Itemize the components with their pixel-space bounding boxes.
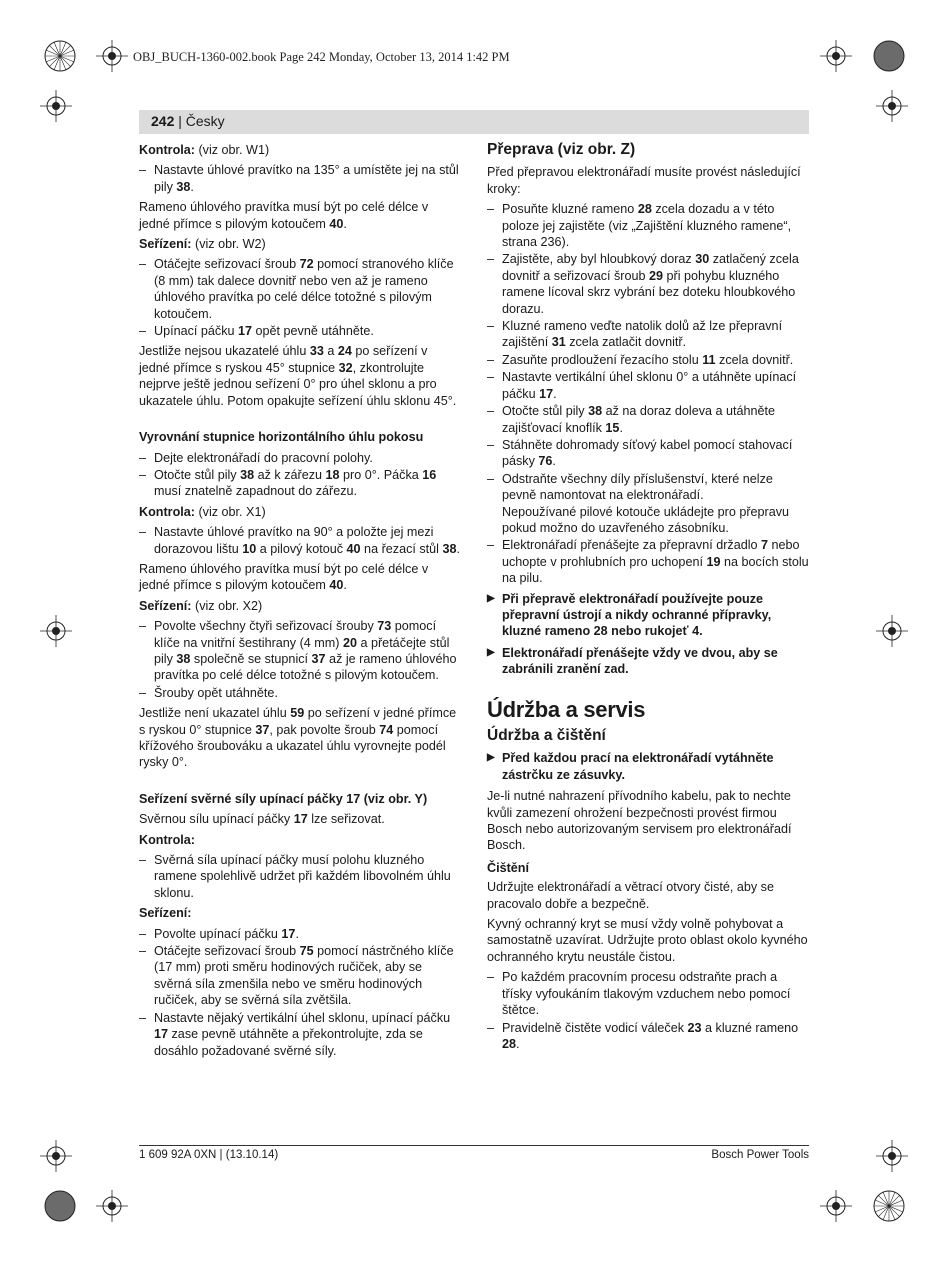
reference-number: 40	[346, 541, 361, 556]
reference-number: 17	[539, 386, 554, 401]
paragraph: Je-li nutné nahrazení přívodního kabelu, pak to nechte kvůli zamezení ohrožení bezpečnosti provést firmou Bosch nebo autorizovaným servisem pro elektronářadí Bosch.	[487, 789, 792, 853]
text-run: Šrouby opět utáhněte.	[154, 685, 278, 700]
text-run: pomocí stranového klíče (8 mm) tak dalece dovnitř nebo ven až je rameno úhlového pravítka po celé délce totožné s pilovým kotoučem.	[154, 257, 454, 321]
reference-number: 17	[293, 812, 308, 827]
crosshair-top-right-b	[876, 90, 908, 122]
footer-rule	[139, 1145, 809, 1146]
reference-number: 28	[637, 202, 652, 217]
list-item	[487, 471, 809, 537]
text-run: Otočte stůl pily	[502, 404, 589, 419]
reference-number: 24	[337, 344, 352, 359]
text-run: až na doraz doleva a utáhněte zajišťovací knoflík	[502, 404, 776, 435]
list-item	[139, 926, 461, 942]
text-run: Nastavte úhlové pravítko na 135° a umístěte jej na stůl pily	[154, 163, 459, 194]
list-item	[487, 403, 809, 436]
list	[487, 201, 809, 586]
text-run: po seřízení v jedné přímce s ryskou 45° stupnice	[139, 344, 428, 375]
paragraph: Udržujte elektronářadí a větrací otvory čisté, aby se pracovalo dobře a bezpečně.	[487, 880, 774, 911]
registration-mark-top-right	[873, 40, 905, 72]
list	[139, 618, 461, 701]
page-header	[151, 113, 225, 129]
text-run: Jestliže není ukazatel úhlu	[139, 706, 291, 721]
header-separator: |	[174, 113, 186, 129]
warning-triangle-icon	[487, 591, 495, 607]
warning-note: ▶ Elektronářadí přenášejte vždy ve dvou, aby se zabránili zranění zad.	[487, 645, 809, 678]
list-item	[487, 969, 809, 1018]
serizeni-x2: Seřízení: (viz obr. X2)	[139, 598, 263, 613]
reference-number: 38	[176, 179, 191, 194]
text-run: Svěrnou sílu upínací páčky	[139, 812, 294, 827]
kontrola-x1: Kontrola: (viz obr. X1)	[139, 504, 266, 519]
left-column	[139, 142, 461, 1063]
header-language: Česky	[185, 113, 225, 129]
text-run: zcela zatlačit dovnitř.	[565, 335, 687, 350]
list-item	[139, 162, 461, 195]
list-item	[139, 685, 461, 701]
list-item	[139, 852, 461, 901]
text-run: Pravidelně čistěte vodicí váleček	[502, 1020, 688, 1035]
crosshair-top-right-a	[820, 40, 852, 72]
list	[139, 450, 461, 500]
reference-number: 16	[422, 467, 437, 482]
reference-number: 72	[299, 257, 314, 272]
text-run: .	[190, 179, 194, 194]
reference-number: 31	[551, 335, 566, 350]
paragraph: Před přepravou elektronářadí musíte provést následující kroky:	[487, 165, 801, 196]
list-item	[487, 437, 809, 470]
text-run: zcela dozadu a v této poloze jej zajistěte (viz „Zajištění kluzného ramene“, strana 236).	[502, 202, 792, 250]
list	[139, 524, 461, 557]
crosshair-mid-right	[876, 615, 908, 647]
text-run: Zajistěte, aby byl hloubkový doraz	[502, 252, 696, 267]
reference-number: 19	[706, 554, 721, 569]
reference-number: 33	[309, 344, 324, 359]
reference-number: 17	[154, 1027, 169, 1042]
paragraph	[139, 811, 461, 827]
reference-number: 30	[695, 252, 710, 267]
list-item	[487, 1020, 809, 1053]
reference-number: 38	[588, 404, 603, 419]
reference-number: 7	[761, 538, 769, 553]
list	[487, 969, 809, 1052]
print-slug: OBJ_BUCH-1360-002.book Page 242 Monday, October 13, 2014 1:42 PM	[133, 50, 510, 64]
text-run: .	[343, 216, 347, 231]
list	[139, 926, 461, 1059]
text-run: .	[456, 541, 460, 556]
list-item	[487, 369, 809, 402]
text-run: při pohybu kluzného ramene lícoval skrz vybrání bez doteku hloubkového dorazu.	[502, 268, 796, 316]
paragraph	[139, 199, 461, 232]
crosshair-mid-left	[40, 615, 72, 647]
page-header-bar	[139, 110, 809, 134]
reference-number: 73	[377, 619, 392, 634]
list	[139, 256, 461, 339]
text-run: nebo uchopte v prohlubních pro uchopení	[502, 538, 800, 569]
text-run: a kluzné rameno	[701, 1020, 799, 1035]
text-run: pomocí křížového šroubováku a ukazatel úhlu vyrovnejte podél rysky 0°.	[139, 722, 446, 770]
reference-number: 17	[281, 926, 296, 941]
text-run: .	[619, 420, 623, 435]
text-run: opět pevně utáhněte.	[252, 324, 374, 339]
text-run: Nastavte úhlové pravítko na 90° a položte jej mezi dorazovou lištu	[154, 525, 434, 556]
text-run: Posuňte kluzné rameno	[502, 202, 638, 217]
text-run: až je rameno úhlového pravítka po celé délce totožné s pilovým kotoučem.	[154, 651, 457, 683]
crosshair-top-left-b	[40, 90, 72, 122]
list-item	[139, 524, 461, 557]
text-run: Po každém pracovním procesu odstraňte prach a třísky vyfoukáním tlakovým vzduchem nebo pomocí štětce.	[502, 970, 791, 1018]
text-run: .	[516, 1036, 520, 1051]
text-run: Otáčejte seřizovací šroub	[154, 257, 300, 272]
reference-number: 17	[238, 324, 253, 339]
reference-number: 74	[379, 722, 394, 737]
text-run: Nastavte vertikální úhel sklonu 0° a utáhněte upínací páčku	[502, 370, 797, 401]
text-run: .	[343, 578, 347, 593]
list-item	[139, 256, 461, 322]
text-run: pomocí nástrčného klíče (17 mm) proti směru hodinových ručiček, aby se svěrná síla zmenšila nebo ve směru hodinových ručiček, aby se svěrná síla zvětšila.	[154, 944, 454, 1008]
text-run: Rameno úhlového pravítka musí být po celé délce v jedné přímce s pilovým kotoučem	[139, 200, 429, 231]
text-run: Svěrná síla upínací páčky musí polohu kluzného ramene spolehlivě udržet při každém libovolném úhlu sklonu.	[154, 853, 451, 900]
reference-number: 37	[255, 722, 270, 737]
reference-number: 15	[605, 420, 620, 435]
reference-number: 29	[649, 268, 664, 283]
list-item	[487, 251, 809, 317]
section-heading: Přeprava (viz obr. Z)	[487, 141, 636, 158]
section-heading: Údržba a čištění	[487, 727, 606, 744]
crosshair-top-left-a	[96, 40, 128, 72]
subsection-heading: Čištění	[487, 860, 529, 875]
list-item	[487, 537, 809, 586]
section-heading: Vyrovnání stupnice horizontálního úhlu pokosu	[139, 430, 424, 445]
footer-brand: Bosch Power Tools	[711, 1149, 809, 1161]
kontrola-w1: Kontrola: (viz obr. W1)	[139, 143, 270, 157]
text-run: Otočte stůl pily	[154, 467, 241, 482]
reference-number: 38	[240, 467, 255, 482]
reference-number: 23	[687, 1020, 702, 1035]
reference-number: 20	[342, 635, 357, 650]
warning-note: ▶ Před každou prací na elektronářadí vytáhněte zástrčku ze zásuvky.	[487, 750, 809, 783]
text-run: zatlačený zcela dovnitř a seřizovací šroub	[502, 252, 799, 283]
text-run: Jestliže nejsou ukazatelé úhlu	[139, 344, 310, 359]
list-item	[139, 467, 461, 500]
paragraph	[139, 561, 461, 594]
reference-number: 32	[338, 360, 353, 375]
warning-triangle-icon	[487, 645, 495, 661]
serizeni-w2: Seřízení: (viz obr. W2)	[139, 237, 266, 252]
text-run: společně se stupnicí	[190, 651, 312, 666]
text-run: Upínací páčku	[154, 324, 239, 339]
warning-triangle-icon	[487, 750, 495, 766]
serizeni-label: Seřízení:	[139, 906, 192, 921]
text-run: Stáhněte dohromady síťový kabel pomocí stahovací pásky	[502, 437, 793, 469]
text-run: Rameno úhlového pravítka musí být po celé délce v jedné přímce s pilovým kotoučem	[139, 561, 429, 593]
text-run: .	[553, 386, 557, 401]
chapter-heading: Údržba a servis	[487, 696, 646, 722]
text-run: , pak povolte šroub	[269, 722, 380, 737]
reference-number: 76	[538, 454, 553, 469]
text-run: pomocí klíče na vnitřní šestihrany (4 mm)	[154, 619, 437, 650]
text-run: Zasuňte prodloužení řezacího stolu	[502, 352, 703, 367]
text-run: musí znatelně zapadnout do zářezu.	[154, 484, 358, 499]
reference-number: 40	[329, 216, 344, 231]
text-run: Nastavte nějaký vertikální úhel sklonu, upínací páčku	[154, 1010, 451, 1025]
text-run: pro 0°. Páčka	[339, 467, 423, 482]
text-run: a pilový kotouč	[256, 541, 347, 556]
text-run: .	[552, 454, 556, 469]
reference-number: 38	[442, 541, 457, 556]
footer-doc-id: 1 609 92A 0XN | (13.10.14)	[139, 1149, 279, 1161]
text-run: Kluzné rameno veďte natolik dolů až lze přepravní zajištění	[502, 319, 783, 350]
list	[139, 162, 461, 195]
list-item	[139, 323, 461, 339]
text-run: a přetáčejte stůl pily	[154, 635, 450, 666]
reference-number: 40	[329, 578, 344, 593]
warning-note: ▶ Při přepravě elektronářadí používejte pouze přepravní ústrojí a nikdy ochranné přípravky, kluzné rameno 28 nebo rukojeť 4.	[487, 591, 809, 640]
paragraph	[139, 343, 461, 409]
reference-number: 28	[502, 1036, 517, 1051]
crosshair-bottom-right-a	[876, 1140, 908, 1172]
registration-mark-bottom-left	[44, 1190, 76, 1222]
text-run: Elektronářadí přenášejte za přepravní držadlo	[502, 538, 762, 553]
crosshair-bottom-left-b	[96, 1190, 128, 1222]
list-item	[139, 450, 461, 466]
list-item	[487, 352, 809, 368]
text-run: Povolte upínací páčku	[154, 926, 282, 941]
registration-mark-top-left	[44, 40, 76, 72]
text-run: na bocích stolu na pilu.	[502, 554, 809, 586]
reference-number: 11	[702, 352, 716, 367]
reference-number: 75	[299, 944, 314, 959]
text-run: a	[323, 344, 338, 359]
list-item	[487, 201, 809, 250]
list-item	[139, 618, 461, 684]
registration-mark-bottom-right	[873, 1190, 905, 1222]
list-item	[487, 318, 809, 351]
crosshair-bottom-right-b	[820, 1190, 852, 1222]
right-column	[487, 142, 809, 1056]
text-run: zcela dovnitř.	[715, 352, 794, 367]
text-run: Dejte elektronářadí do pracovní polohy.	[154, 450, 373, 465]
section-heading: Seřízení svěrné síly upínací páčky 17 (viz obr. Y)	[139, 791, 428, 806]
reference-number: 38	[176, 651, 191, 666]
text-run: Otáčejte seřizovací šroub	[154, 944, 300, 959]
reference-number: 37	[311, 651, 326, 666]
text-run: lze seřizovat.	[307, 812, 385, 827]
text-run: , zkontrolujte nejprve ještě jednou seřízení 0° pro úhel sklonu a pro ukazatele úhlu. Potom opakujte seřízení úhlu sklonu 45°.	[139, 360, 457, 408]
kontrola-label: Kontrola:	[139, 832, 195, 847]
paragraph	[139, 705, 461, 771]
reference-number: 10	[242, 541, 257, 556]
text-run: .	[295, 926, 299, 941]
reference-number: 59	[290, 706, 305, 721]
text-run: na řezací stůl	[360, 541, 443, 556]
list-item	[139, 1010, 461, 1059]
text-run: Odstraňte všechny díly příslušenství, které nelze pevně namontovat na elektronářadí. Nepoužívané pilové kotouče ukládejte pro přepravu pokud možno do uzavřeného zásobníku.	[502, 471, 790, 535]
list	[139, 852, 461, 901]
page-number: 242	[151, 113, 175, 129]
paragraph: Kyvný ochranný kryt se musí vždy volně pohybovat a samostatně uzavírat. Udržujte proto oblast okolo kyvného ochranného krytu neustále čistou.	[487, 917, 808, 964]
text-run: až k zářezu	[254, 467, 326, 482]
text-run: po seřízení v jedné přímce s ryskou 0° stupnice	[139, 706, 457, 737]
list-item	[139, 943, 461, 1009]
reference-number: 18	[325, 467, 340, 482]
text-run: zase pevně utáhněte a překontrolujte, zda se dosáhlo požadované svěrné síly.	[154, 1027, 423, 1058]
text-run: Povolte všechny čtyři seřizovací šrouby	[154, 619, 378, 634]
crosshair-bottom-left-a	[40, 1140, 72, 1172]
